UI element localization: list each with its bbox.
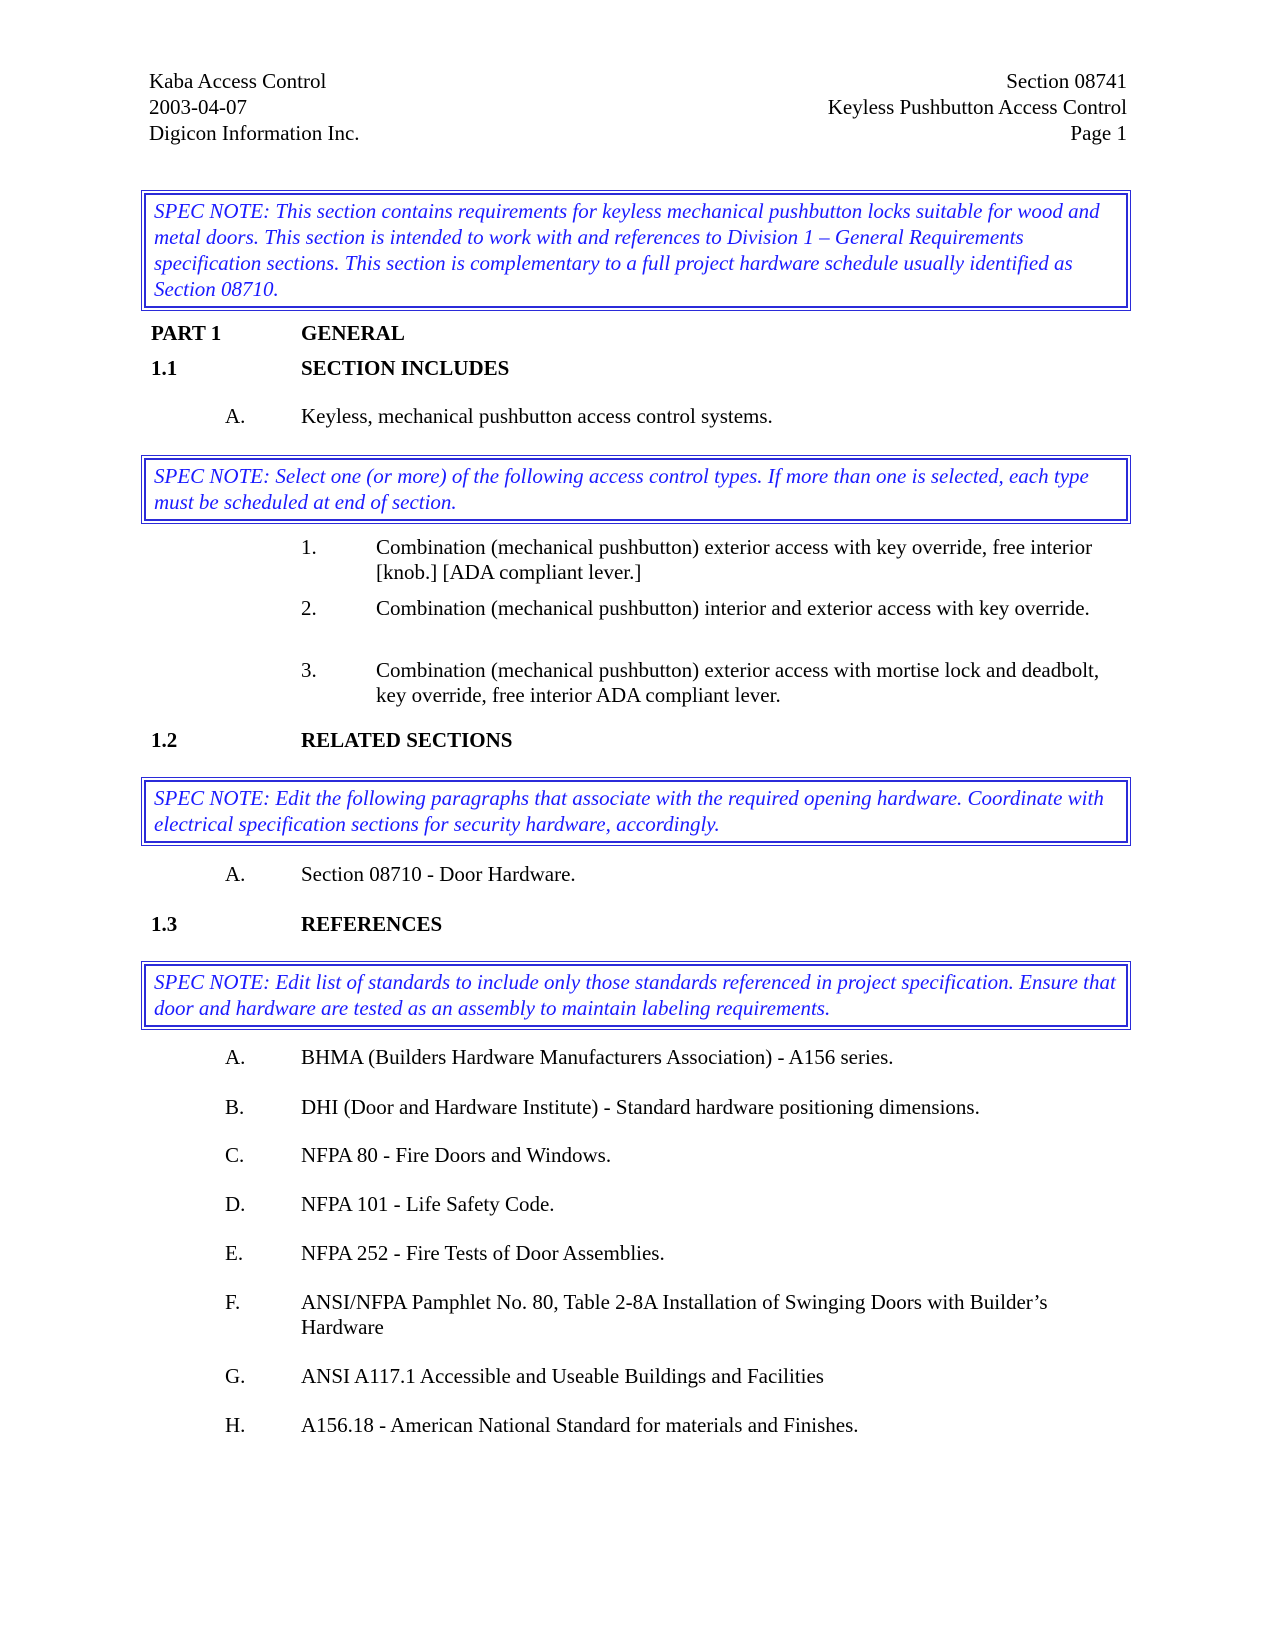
item-letter: G. xyxy=(225,1364,246,1388)
section-heading-number: 1.3 xyxy=(151,912,178,936)
item-text: Keyless, mechanical pushbutton access control systems. xyxy=(301,404,773,428)
section-heading-number: 1.1 xyxy=(151,356,178,380)
author-name: Digicon Information Inc. xyxy=(149,121,360,145)
item-letter: H. xyxy=(225,1413,246,1437)
item-letter: A. xyxy=(225,404,246,428)
part-title: GENERAL xyxy=(301,321,405,345)
sub-item-number: 3. xyxy=(301,658,317,682)
page-number: Page 1 xyxy=(1070,121,1127,145)
document-date: 2003-04-07 xyxy=(149,95,247,119)
item-text: BHMA (Builders Hardware Manufacturers Association) - A156 series. xyxy=(301,1045,894,1069)
item-letter: F. xyxy=(225,1290,241,1314)
item-text: NFPA 252 - Fire Tests of Door Assemblies. xyxy=(301,1241,665,1265)
item-text: A156.18 - American National Standard for materials and Finishes. xyxy=(301,1413,859,1437)
item-letter: A. xyxy=(225,862,246,886)
section-heading-title: RELATED SECTIONS xyxy=(301,728,513,752)
spec-note xyxy=(141,777,1131,846)
spec-note-text: SPEC NOTE: Select one (or more) of the following access control types. If more than one is selected, each type must be scheduled at end of section. xyxy=(144,458,1128,521)
section-heading-title: SECTION INCLUDES xyxy=(301,356,510,380)
sub-item-text: Combination (mechanical pushbutton) interior and exterior access with key override. xyxy=(376,596,1090,620)
item-text: NFPA 101 - Life Safety Code. xyxy=(301,1192,555,1216)
header-left xyxy=(149,69,360,147)
sub-item-text: Combination (mechanical pushbutton) exterior access with key override, free interior [knob.] [ADA compliant lever.] xyxy=(376,535,1093,584)
section-number: Section 08741 xyxy=(1006,69,1127,93)
sub-item-number: 2. xyxy=(301,596,317,620)
item-letter: A. xyxy=(225,1045,246,1069)
item-text: DHI (Door and Hardware Institute) - Standard hardware positioning dimensions. xyxy=(301,1095,980,1119)
item-text: ANSI/NFPA Pamphlet No. 80, Table 2-8A Installation of Swinging Doors with Builder’s Hardware xyxy=(301,1290,1048,1339)
section-title: Keyless Pushbutton Access Control xyxy=(827,95,1127,119)
item-text: NFPA 80 - Fire Doors and Windows. xyxy=(301,1143,612,1167)
item-text: ANSI A117.1 Accessible and Useable Buildings and Facilities xyxy=(301,1364,824,1388)
spec-note-text: SPEC NOTE: Edit list of standards to include only those standards referenced in project specification. Ensure that door and hardware are tested as an assembly to maintain labeling requirements. xyxy=(144,964,1128,1027)
item-letter: D. xyxy=(225,1192,246,1216)
section-heading-number: 1.2 xyxy=(151,728,178,752)
section-heading-title: REFERENCES xyxy=(301,912,443,936)
spec-note xyxy=(141,455,1131,524)
item-letter: B. xyxy=(225,1095,245,1119)
sub-item-text: Combination (mechanical pushbutton) exterior access with mortise lock and deadbolt, key override, free interior ADA compliant lever. xyxy=(376,658,1100,707)
company-name: Kaba Access Control xyxy=(149,69,327,93)
header-right xyxy=(828,69,1127,147)
sub-item-number: 1. xyxy=(301,535,317,559)
spec-note-text: SPEC NOTE: This section contains requirements for keyless mechanical pushbutton locks suitable for wood and metal doors. This section is intended to work with and references to Division 1 – General Requirements specification sections. This section is complementary to a full project hardware schedule usually identified as Section 08710. xyxy=(144,193,1128,308)
spec-note xyxy=(141,190,1131,311)
part-number: PART 1 xyxy=(151,321,222,345)
spec-note-text: SPEC NOTE: Edit the following paragraphs that associate with the required opening hardware. Coordinate with electrical specification sections for security hardware, accordingly. xyxy=(144,780,1128,843)
item-letter: C. xyxy=(225,1143,245,1167)
item-letter: E. xyxy=(225,1241,244,1265)
spec-note xyxy=(141,961,1131,1030)
item-text: Section 08710 - Door Hardware. xyxy=(301,862,576,886)
